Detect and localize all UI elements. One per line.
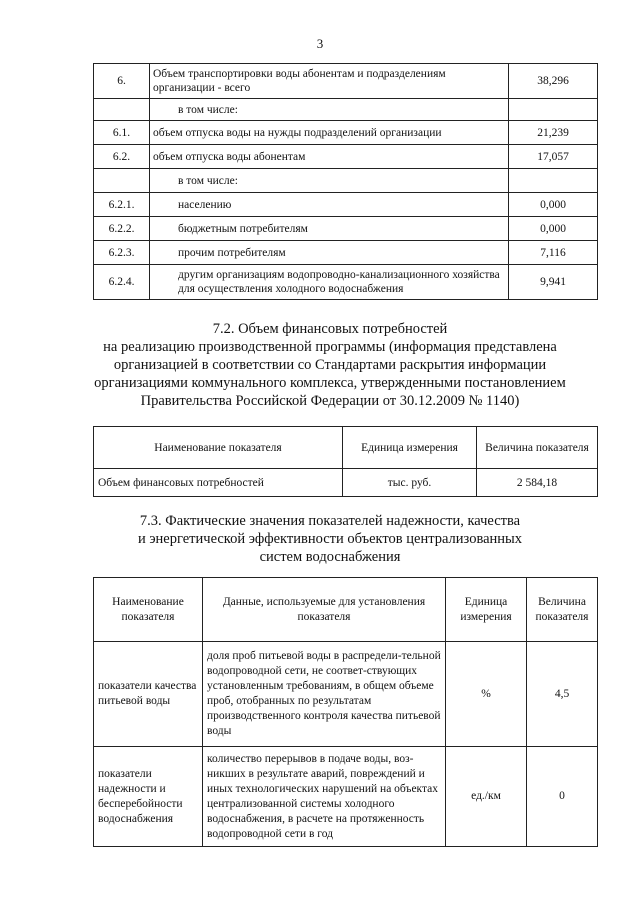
row-number: 6.2.3. — [94, 241, 150, 265]
row-number: 6.2.4. — [94, 265, 150, 300]
table-row — [94, 469, 598, 497]
column-header: Данные, используемые для установления показателя — [203, 578, 446, 642]
row-number: 6.2. — [94, 145, 150, 169]
row-number: 6.2.2. — [94, 217, 150, 241]
indicator-value: 4,5 — [527, 642, 598, 747]
page-number: 3 — [316, 36, 324, 51]
column-header: Величина показателя — [477, 427, 598, 469]
column-header: Наименование показателя — [94, 578, 203, 642]
table-header-row — [94, 427, 598, 469]
table-row — [94, 642, 598, 747]
table-row — [94, 241, 598, 265]
row-value — [509, 99, 598, 121]
heading-line: на реализацию производственной программы (информация представлена — [103, 339, 557, 355]
row-value: 38,296 — [509, 64, 598, 99]
section-7-2-heading — [60, 320, 600, 410]
table-row — [94, 121, 598, 145]
heading-line: систем водоснабжения — [259, 549, 401, 565]
heading-line: и энергетической эффективности объектов централизованных — [137, 531, 523, 547]
reliability-indicators-table — [93, 577, 598, 847]
row-number: 6. — [94, 64, 150, 99]
table-row — [94, 145, 598, 169]
heading-line: Правительства Российской Федерации от 30.12.2009 № 1140) — [140, 393, 520, 409]
row-value: 0,000 — [509, 217, 598, 241]
table-row — [94, 99, 598, 121]
row-description: населению — [150, 193, 509, 217]
table-row — [94, 217, 598, 241]
indicator-name: показатели качества питьевой воды — [94, 642, 203, 747]
row-description: объем отпуска воды на нужды подразделений организации — [150, 121, 509, 145]
row-value: 0,000 — [509, 193, 598, 217]
column-header: Единица измерения — [343, 427, 477, 469]
heading-line: 7.2. Объем финансовых потребностей — [212, 321, 448, 337]
water-transport-table — [93, 63, 598, 300]
heading-line: организацией в соответствии со Стандартами раскрытия информации — [113, 357, 547, 373]
row-description: прочим потребителям — [150, 241, 509, 265]
table-header-row — [94, 578, 598, 642]
row-value: 21,239 — [509, 121, 598, 145]
table-row — [94, 193, 598, 217]
row-description: в том числе: — [150, 169, 509, 193]
column-header: Наименование показателя — [94, 427, 343, 469]
row-description: объем отпуска воды абонентам — [150, 145, 509, 169]
indicator-value: 0 — [527, 747, 598, 847]
indicator-data: доля проб питьевой воды в распредели-тельной водопроводной сети, не соответ-ствующих установленным требованиям, в общем объеме проб, отобранных по результатам производственного контроля качества питьевой воды — [203, 642, 446, 747]
financial-needs-table — [93, 426, 598, 497]
indicator-name: показатели надежности и бесперебойности водоснабжения — [94, 747, 203, 847]
table-row — [94, 64, 598, 99]
table-row — [94, 169, 598, 193]
indicator-name: Объем финансовых потребностей — [94, 469, 343, 497]
row-value: 17,057 — [509, 145, 598, 169]
row-number: 6.1. — [94, 121, 150, 145]
column-header: Единица измерения — [446, 578, 527, 642]
row-description: бюджетным потребителям — [150, 217, 509, 241]
section-7-3-heading — [60, 512, 600, 566]
column-header: Величина показателя — [527, 578, 598, 642]
indicator-unit: % — [446, 642, 527, 747]
row-number — [94, 99, 150, 121]
row-value — [509, 169, 598, 193]
heading-line: организациями коммунального комплекса, утвержденными постановлением — [94, 375, 566, 391]
row-value: 7,116 — [509, 241, 598, 265]
table-row — [94, 747, 598, 847]
row-number: 6.2.1. — [94, 193, 150, 217]
row-value: 9,941 — [509, 265, 598, 300]
indicator-unit: тыс. руб. — [343, 469, 477, 497]
row-description: Объем транспортировки воды абонентам и подразделениям организации - всего — [150, 64, 509, 99]
row-number — [94, 169, 150, 193]
heading-line: 7.3. Фактические значения показателей надежности, качества — [139, 513, 521, 529]
row-description: другим организациям водопроводно-канализационного хозяйства для осуществления холодного водоснабжения — [150, 265, 509, 300]
table-row — [94, 265, 598, 300]
indicator-data: количество перерывов в подаче воды, воз-никших в результате аварий, повреждений и иных технологических нарушений на объектах централизованной системы холодного водоснабжения, в расчете на протяженность водопроводной сети в год — [203, 747, 446, 847]
indicator-unit: ед./км — [446, 747, 527, 847]
row-description: в том числе: — [150, 99, 509, 121]
indicator-value: 2 584,18 — [477, 469, 598, 497]
